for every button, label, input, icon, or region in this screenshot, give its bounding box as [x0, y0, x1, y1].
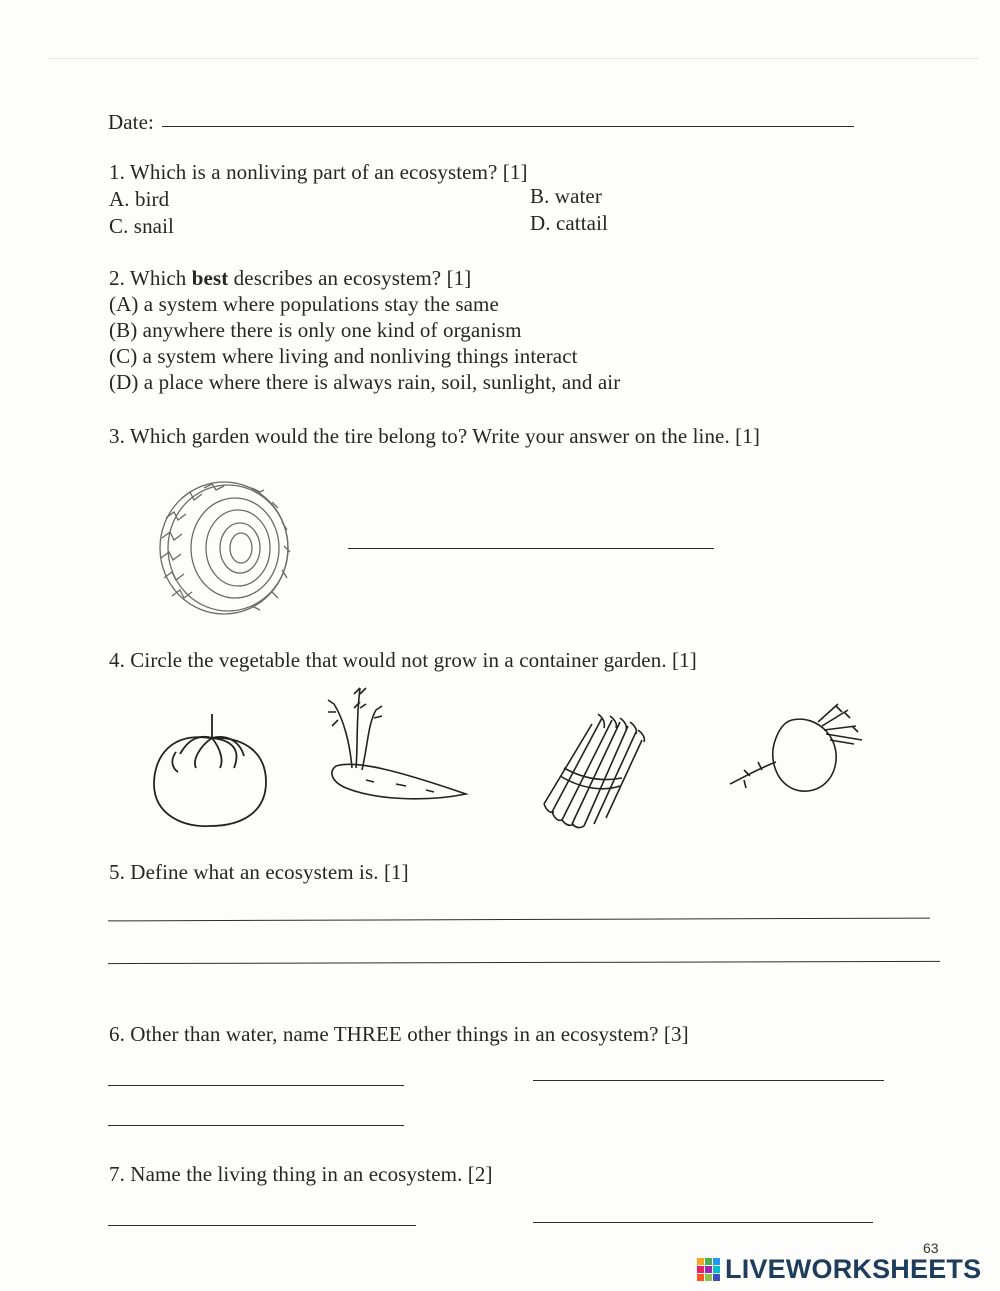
q6-answer-line-1[interactable] — [108, 1085, 404, 1086]
q6-answer-line-3[interactable] — [108, 1125, 404, 1126]
question-3: 3. Which garden would the tire belong to? Write your answer on the line. [1] — [109, 424, 760, 448]
q1-option-d[interactable]: D. cattail — [530, 211, 608, 235]
q7-answer-line-2[interactable] — [533, 1222, 873, 1223]
q2-option-c[interactable]: (C) a system where living and nonliving things interact — [109, 344, 578, 368]
scan-edge — [48, 58, 978, 59]
tomato-illustration[interactable] — [150, 708, 272, 832]
q6-answer-line-2[interactable] — [533, 1080, 884, 1081]
question-5: 5. Define what an ecosystem is. [1] — [109, 860, 409, 884]
liveworksheets-brand: LIVEWORKSHEETS — [725, 1254, 982, 1284]
liveworksheets-logo-icon — [697, 1258, 721, 1282]
q1-option-c[interactable]: C. snail — [109, 214, 174, 238]
q2-option-d[interactable]: (D) a place where there is always rain, soil, sunlight, and air — [109, 370, 621, 394]
q7-answer-line-1[interactable] — [108, 1225, 416, 1226]
q1-option-a[interactable]: A. bird — [109, 187, 170, 211]
q5-answer-line-1[interactable] — [108, 918, 930, 922]
date-label: Date: — [108, 110, 154, 134]
q5-answer-line-2[interactable] — [108, 961, 940, 964]
question-4: 4. Circle the vegetable that would not grow in a container garden. [1] — [109, 648, 697, 672]
liveworksheets-footer[interactable] — [697, 1252, 997, 1286]
q3-answer-line[interactable] — [348, 548, 714, 549]
page-number: 63 — [923, 1240, 939, 1256]
question-1: 1. Which is a nonliving part of an ecosystem? [1] — [109, 160, 528, 184]
question-2: 2. Which best describes an ecosystem? [1] — [109, 266, 472, 290]
question-6: 6. Other than water, name THREE other things in an ecosystem? [3] — [109, 1022, 689, 1046]
date-answer-line[interactable] — [162, 126, 854, 127]
q2-option-a[interactable]: (A) a system where populations stay the same — [109, 292, 499, 316]
asparagus-illustration[interactable] — [532, 712, 650, 830]
question-7: 7. Name the living thing in an ecosystem. [2] — [109, 1162, 493, 1186]
carrot-illustration[interactable] — [316, 684, 476, 806]
q2-option-b[interactable]: (B) anywhere there is only one kind of organism — [109, 318, 522, 342]
beet-illustration[interactable] — [726, 700, 868, 796]
tire-illustration — [152, 478, 302, 626]
q1-option-b[interactable]: B. water — [530, 184, 602, 208]
